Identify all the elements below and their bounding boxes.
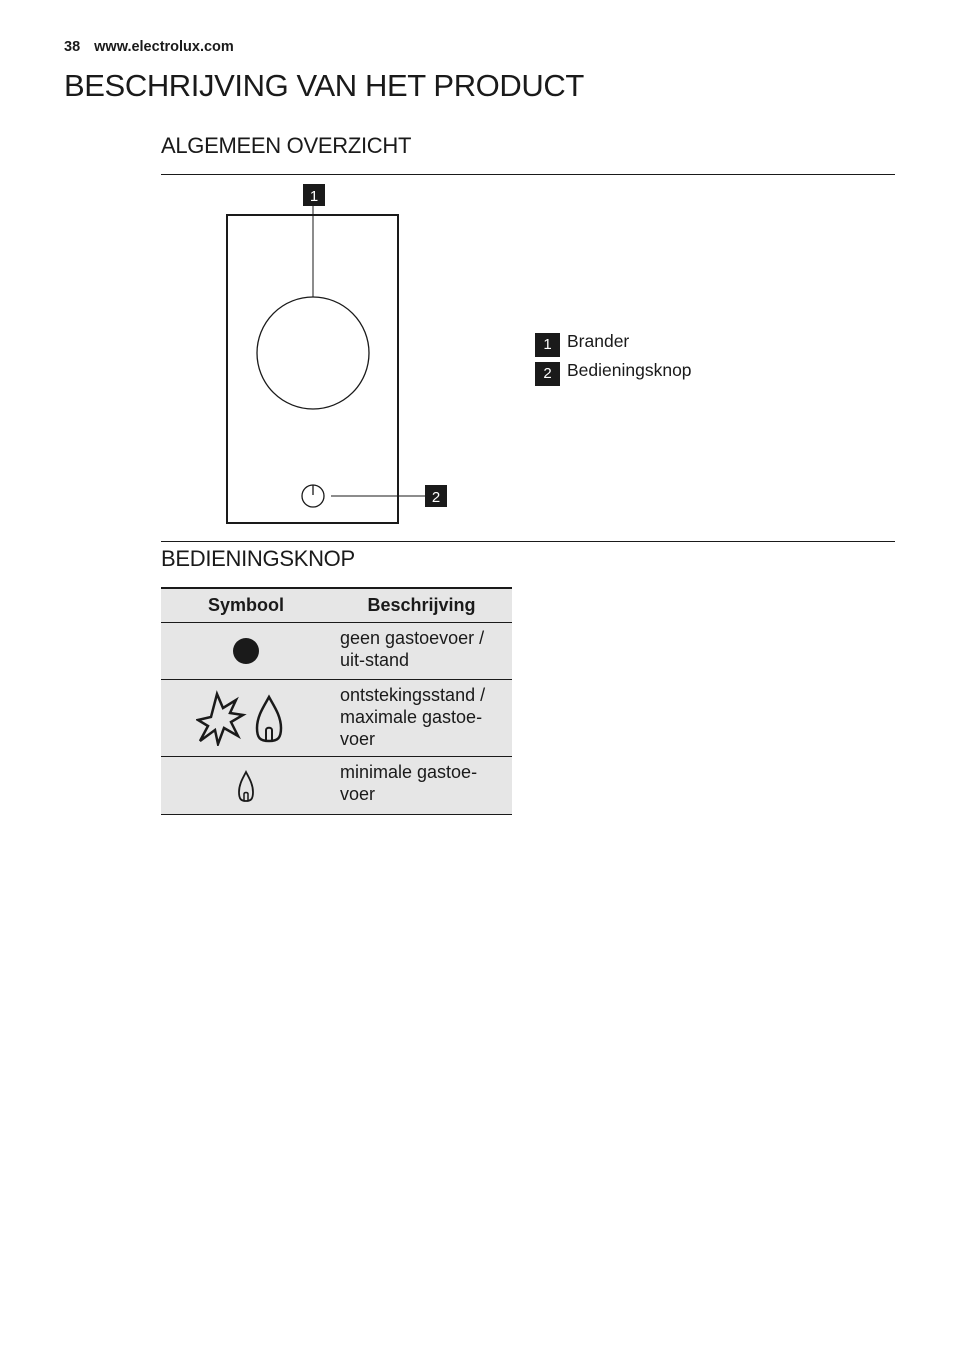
table-row [161,623,512,680]
legend-number: 1 [535,333,560,357]
symbol-cell [161,623,331,680]
callout-number-1: 1 [309,188,319,205]
section-divider [161,541,895,542]
filled-circle-icon [231,636,261,666]
burner-circle [257,297,369,409]
website-link[interactable]: www.electrolux.com [94,39,234,55]
legend-label: Brander [567,331,630,351]
column-header-description: Beschrijving [331,588,512,623]
symbol-cell [161,680,331,757]
control-knob-table [161,587,512,815]
description-cell: ontstekingsstand / maximale gastoe-voer [331,680,512,757]
page-title: BESCHRIJVING VAN HET PRODUCT [64,68,584,103]
spark-icon [198,694,243,744]
column-header-symbol: Symbool [161,588,331,623]
small-flame-icon [236,769,256,803]
legend-label: Bedieningsknop [567,360,692,380]
legend-item [535,330,692,359]
description-cell: minimale gastoe-voer [331,757,512,815]
section-divider [161,174,895,175]
legend-number: 2 [535,362,560,386]
callout-number-2: 2 [431,489,441,506]
ignition-spark-and-large-flame-icon [196,690,296,746]
symbol-cell [161,757,331,815]
description-cell: geen gastoevoer / uit-stand [331,623,512,680]
table-header-row [161,588,512,623]
page-header [64,39,234,55]
page-number: 38 [64,39,81,55]
table-row [161,757,512,815]
legend-item [535,359,692,388]
control-knob-heading: BEDIENINGSKNOP [161,546,355,571]
large-flame-icon [257,697,281,741]
hob-diagram [161,180,461,530]
overview-heading: ALGEMEEN OVERZICHT [161,133,412,158]
diagram-legend [535,330,692,388]
table-row [161,680,512,757]
